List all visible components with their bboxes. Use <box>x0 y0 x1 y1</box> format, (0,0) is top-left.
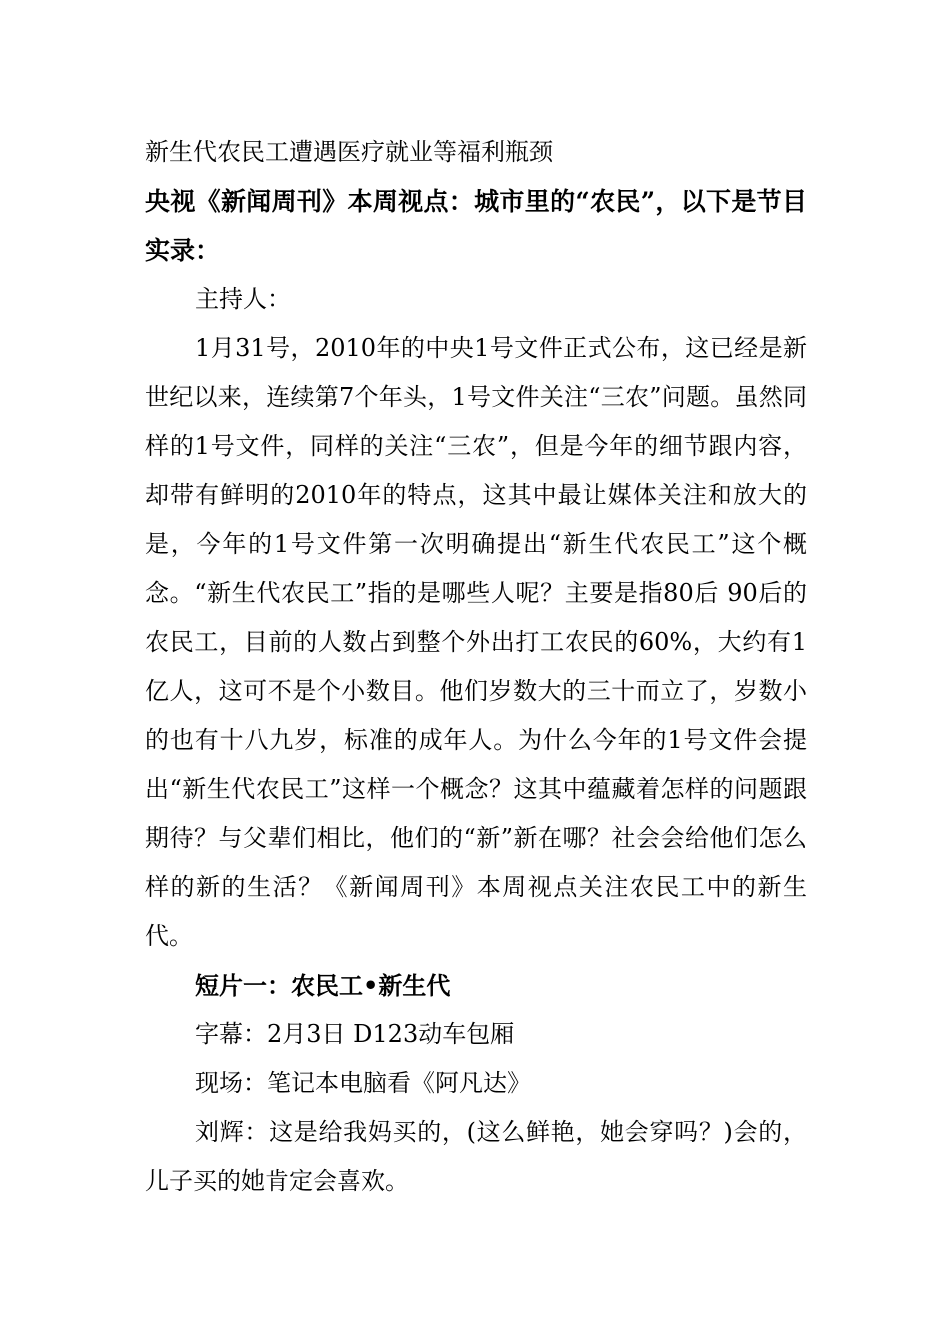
document-title: 新生代农民工遭遇医疗就业等福利瓶颈 <box>145 138 553 166</box>
section-heading-clip-one: 短片一：农民工•新生代 <box>195 971 451 1000</box>
document-page <box>145 128 807 1206</box>
paragraph-scene: 现场：笔记本电脑看《阿凡达》 <box>195 1069 531 1097</box>
paragraph-caption: 字幕：2月3日 D123动车包厢 <box>195 1020 515 1048</box>
paragraph-host-label: 主持人： <box>195 285 291 313</box>
paragraph-host-intro: 1月31号，2010年的中央1号文件正式公布，这已经是新世纪以来，连续第7个年头，1号文件关注“三农”问题。虽然同样的1号文件，同样的关注“三农”，但是今年的细节跟内容，却带有鲜明的2010年的特点，这其中最让媒体关注和放大的是，今年的1号文件第一次明确提出“新生代农民工”这个概念。“新生代农民工”指的是哪些人呢？主要是指80后 90后的农民工，目前的人数占到整个外出打工农民的60%，大约有1亿人，这可不是个小数目。他们岁数大的三十而立了，岁数小的也有十八九岁，标准的成年人。为什么今年的1号文件会提出“新生代农民工”这样一个概念？这其中蕴藏着怎样的问题跟期待？与父辈们相比，他们的“新”新在哪？社会会给他们怎么样的新的生活？《新闻周刊》本周视点关注农民工中的新生代。 <box>145 334 807 950</box>
document-subtitle: 央视《新闻周刊》本周视点：城市里的“农民”，以下是节目实录： <box>145 187 807 265</box>
paragraph-liu-hui: 刘辉：这是给我妈买的，(这么鲜艳，她会穿吗？)会的，儿子买的她肯定会喜欢。 <box>145 1118 807 1195</box>
